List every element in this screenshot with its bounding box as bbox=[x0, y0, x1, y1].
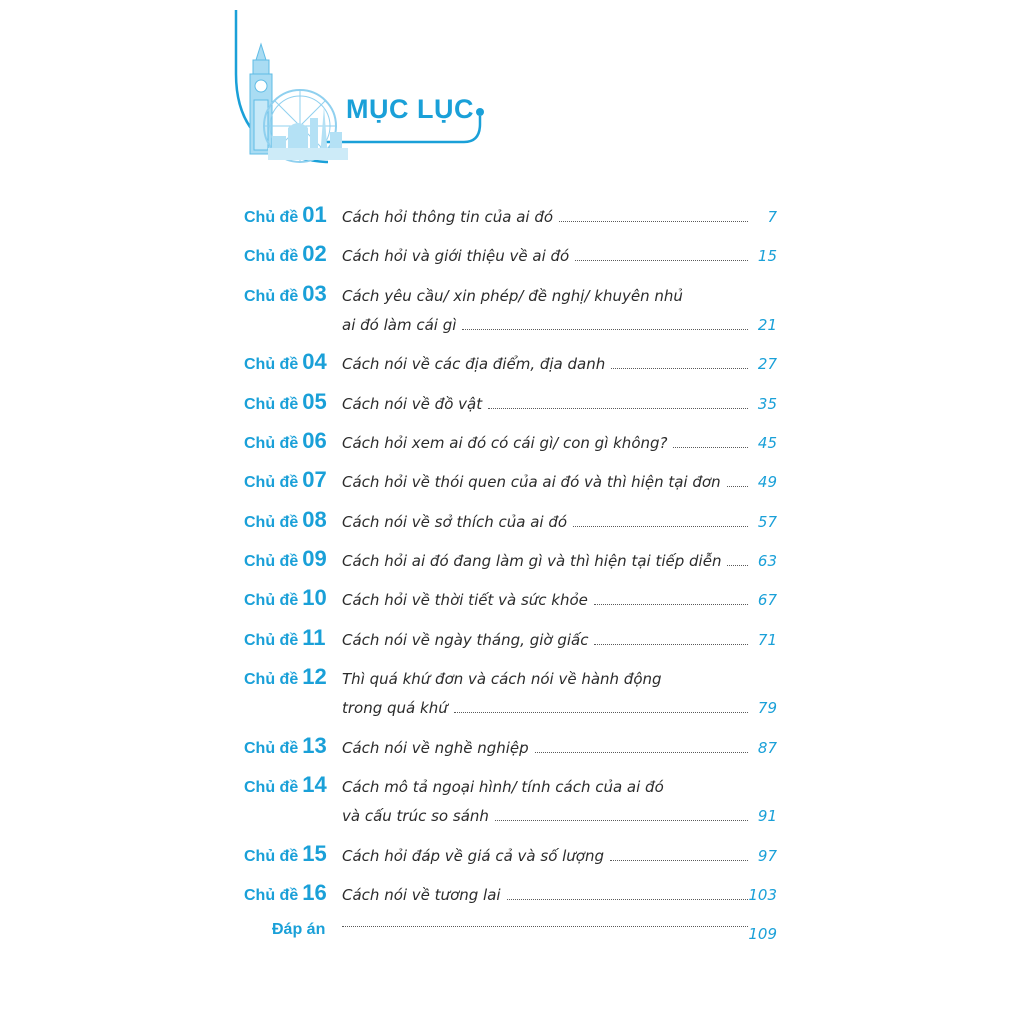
topic-label bbox=[244, 507, 327, 537]
entry-title-line bbox=[342, 208, 748, 226]
entry-title-line bbox=[342, 699, 748, 717]
topic-prefix: Chủ đề bbox=[244, 631, 299, 649]
entry-title-line bbox=[342, 434, 748, 452]
dot-leader bbox=[594, 643, 748, 645]
entry-title: Cách nói về đồ vật bbox=[342, 394, 483, 413]
entry-title: Cách nói về sở thích của ai đó bbox=[342, 512, 568, 531]
topic-number: 08 bbox=[302, 506, 327, 532]
page-number: 91 bbox=[757, 807, 777, 826]
topic-prefix: Chủ đề bbox=[244, 592, 299, 610]
topic-prefix: Chủ đề bbox=[244, 887, 299, 904]
topic-label bbox=[244, 546, 327, 576]
entry-title: Cách hỏi đáp về giá cả và số lượng bbox=[342, 846, 605, 865]
topic-label bbox=[244, 841, 327, 871]
page-number: 97 bbox=[757, 846, 777, 865]
entry-title: Cách yêu cầu/ xin phép/ đề nghị/ khuyên nhủ bbox=[342, 286, 683, 305]
page-number: 15 bbox=[757, 247, 777, 266]
entry-title: Cách hỏi xem ai đó có cái gì/ con gì không? bbox=[342, 434, 668, 452]
entry-title: Cách hỏi thông tin của ai đó bbox=[342, 208, 554, 226]
topic-number: 06 bbox=[302, 428, 327, 453]
page-number: 67 bbox=[757, 591, 777, 610]
dot-leader bbox=[488, 407, 748, 409]
entry-title: Cách hỏi về thói quen của ai đó và thì hiện tại đơn bbox=[342, 473, 721, 492]
entry-title-line bbox=[342, 670, 748, 688]
topic-number: 01 bbox=[302, 202, 327, 227]
dot-leader bbox=[573, 525, 748, 527]
topic-number: 07 bbox=[302, 467, 327, 493]
dot-leader bbox=[575, 259, 748, 261]
page-number: 103 bbox=[748, 886, 777, 904]
page-number: 57 bbox=[757, 512, 777, 531]
topic-number: 12 bbox=[302, 663, 327, 689]
page-title: MỤC LỤC bbox=[346, 94, 474, 124]
dot-leader bbox=[454, 711, 748, 713]
topic-label bbox=[244, 202, 327, 232]
page-number: 27 bbox=[757, 355, 777, 374]
page-number: 21 bbox=[757, 316, 777, 335]
topic-label bbox=[244, 772, 327, 802]
entry-title-line bbox=[342, 591, 748, 609]
entry-title-line bbox=[342, 847, 748, 865]
entry-title-line bbox=[342, 355, 748, 373]
entry-title: trong quá khứ bbox=[342, 699, 448, 718]
entry-title-line bbox=[342, 807, 748, 825]
topic-number: 15 bbox=[302, 840, 327, 866]
dot-leader bbox=[535, 751, 748, 753]
entry-title-line bbox=[342, 778, 748, 796]
topic-number: 04 bbox=[302, 349, 327, 375]
topic-label bbox=[244, 428, 327, 458]
entry-title-line bbox=[342, 739, 748, 757]
topic-label bbox=[244, 880, 327, 910]
topic-label bbox=[244, 625, 325, 655]
page-number: 49 bbox=[757, 473, 777, 492]
topic-number: 13 bbox=[302, 732, 327, 758]
topic-prefix: Chủ đề bbox=[244, 778, 299, 796]
topic-prefix: Chủ đề bbox=[244, 395, 299, 413]
answers-label: Đáp án bbox=[272, 921, 326, 939]
topic-label bbox=[244, 585, 327, 615]
page-number: 87 bbox=[757, 738, 777, 757]
topic-label bbox=[244, 241, 327, 271]
topic-prefix: Chủ đề bbox=[244, 670, 299, 688]
topic-prefix: Chủ đề bbox=[244, 209, 299, 226]
topic-number: 02 bbox=[302, 241, 327, 267]
entry-title-line bbox=[342, 886, 748, 904]
topic-number: 10 bbox=[302, 585, 327, 611]
topic-prefix: Chủ đề bbox=[244, 474, 299, 492]
topic-number: 09 bbox=[302, 545, 327, 571]
topic-number: 16 bbox=[302, 880, 327, 905]
entry-title-line bbox=[342, 552, 748, 570]
topic-number: 05 bbox=[302, 388, 327, 414]
page-number: 71 bbox=[757, 630, 777, 649]
page-number: 63 bbox=[757, 551, 777, 570]
page-number: 109 bbox=[748, 925, 777, 944]
entry-title: Cách mô tả ngoại hình/ tính cách của ai đó bbox=[342, 777, 664, 796]
topic-prefix: Chủ đề bbox=[244, 356, 299, 374]
topic-prefix: Chủ đề bbox=[244, 435, 299, 452]
topic-label bbox=[244, 733, 327, 763]
topic-label bbox=[244, 664, 327, 694]
topic-prefix: Chủ đề bbox=[244, 552, 299, 570]
topic-number: 14 bbox=[302, 771, 327, 797]
topic-label bbox=[244, 389, 327, 419]
entry-title: Cách nói về các địa điểm, địa danh bbox=[342, 355, 606, 374]
page-number: 7 bbox=[767, 208, 777, 226]
entry-title: Cách hỏi ai đó đang làm gì và thì hiện tại tiếp diễn bbox=[342, 551, 722, 570]
entry-title: Cách hỏi và giới thiệu về ai đó bbox=[342, 247, 570, 266]
page-number: 45 bbox=[757, 434, 777, 452]
dot-leader bbox=[495, 819, 748, 821]
topic-label bbox=[244, 349, 327, 379]
topic-prefix: Chủ đề bbox=[244, 287, 299, 305]
dot-leader bbox=[342, 925, 748, 927]
entry-title: Cách nói về nghề nghiệp bbox=[342, 738, 529, 757]
entry-title-line bbox=[342, 247, 748, 265]
entry-title: Cách nói về ngày tháng, giờ giấc bbox=[342, 630, 589, 649]
entry-title-line bbox=[342, 473, 748, 491]
entry-title-line bbox=[342, 395, 748, 413]
topic-number: 11 bbox=[302, 624, 326, 650]
entry-title-line bbox=[342, 316, 748, 334]
entry-title-line bbox=[342, 631, 748, 649]
topic-prefix: Chủ đề bbox=[244, 513, 299, 531]
entry-title: Cách hỏi về thời tiết và sức khỏe bbox=[342, 591, 588, 610]
topic-label bbox=[244, 467, 327, 497]
dot-leader bbox=[462, 328, 748, 330]
dot-leader bbox=[611, 367, 748, 369]
dot-leader bbox=[594, 603, 748, 605]
topic-prefix: Chủ đề bbox=[244, 248, 299, 266]
entry-title-line bbox=[342, 925, 748, 931]
entry-title: Thì quá khứ đơn và cách nói về hành động bbox=[342, 669, 662, 688]
dot-leader bbox=[559, 220, 748, 222]
dot-leader bbox=[610, 859, 748, 861]
topic-number: 03 bbox=[302, 280, 327, 306]
page-number: 35 bbox=[757, 394, 777, 413]
page-number: 79 bbox=[757, 699, 777, 718]
topic-prefix: Chủ đề bbox=[244, 739, 299, 757]
dot-leader bbox=[507, 898, 748, 900]
entry-title-line bbox=[342, 513, 748, 531]
entry-title: Cách nói về tương lai bbox=[342, 886, 501, 904]
topic-prefix: Chủ đề bbox=[244, 847, 299, 865]
entry-title: ai đó làm cái gì bbox=[342, 316, 457, 335]
entry-title: và cấu trúc so sánh bbox=[342, 807, 489, 826]
topic-label bbox=[244, 281, 327, 311]
entry-title-line bbox=[342, 287, 748, 305]
